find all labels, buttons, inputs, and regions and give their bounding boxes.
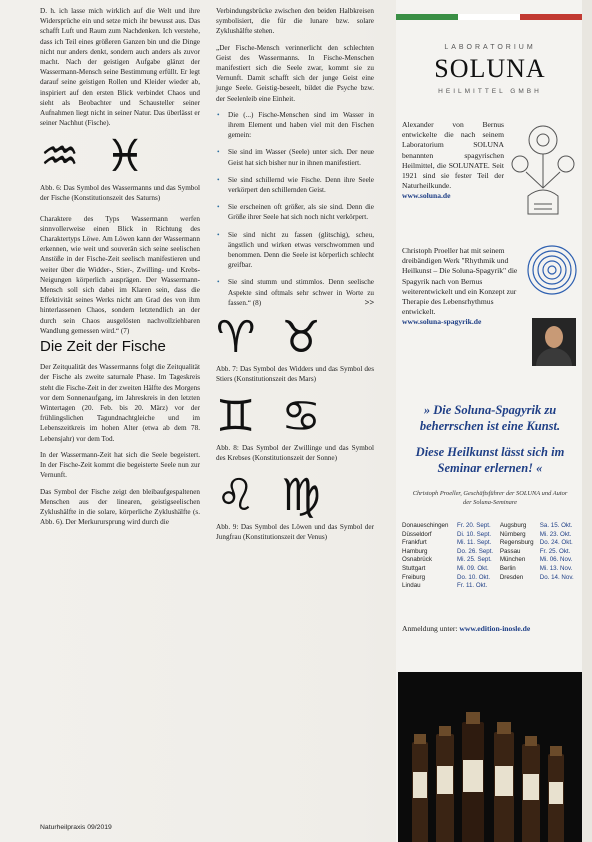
date: Di. 10. Sept. [457,530,492,538]
bottle-cap [550,746,562,756]
soluna-link[interactable]: www.soluna.de [402,191,451,201]
col1-para2: Charaktere des Typs Wassermann werfen sinnvollerweise einen Blick in Richtung des Charaktertyps Löwe. Am Löwen kann der Wassermann erkennen, wie weit und souverän sich seine seelischen Anstöße in der Fische-Zeit seelisch manifestieren und weiter über die Widder-, Stier-, Zwilling- und Krebs-Neigungen körperlich ausprägen. Der Wassermann-Mensch soll sich dabei im Klaren sein, dass die Effektivität seines Werks nicht am Grad des von ihm hinterlassenen Chaos, sondern letztendlich an der durch sein Chaos ausgelösten nachvollziehbaren Wandlung gemessen wird.“ (7) [40,214,200,335]
city: München [499,556,526,564]
trait-list [216,110,374,308]
alchemical-emblem-icon [506,118,580,222]
flag-stripe [396,14,582,20]
seminar-dates [402,522,580,591]
section-heading: Die Zeit der Fische [40,338,166,356]
col2-intro: Verbindungsbrücke zwischen den beiden Halbkreisen symbolisiert, die für die lunare bzw. solare Zyklushälfte stehen. [216,7,374,36]
col2-quote: „Der Fische-Mensch verinnerlicht den schlechten Geist des Wassermanns. In Fische-Menschen manifestiert sich die Seele zwar, kommt sie zu Vernunft. Damit schafft sich der junge Geist eine junge Seele. Geistig-beseelt, bildet die Psyche bzw. der Seelenleib eine Einheit. [216,43,374,103]
table-row [402,548,580,557]
table-row [402,574,580,583]
city: Osnabrück [402,556,432,564]
bottle-label [437,766,453,794]
product-photo [398,672,582,842]
bottle-label [463,760,483,792]
slogan-seminar: Diese Heilkunst lässt sich im Seminar erlernen! « [415,445,565,475]
date: Mi. 23. Okt. [539,530,572,538]
registration-label: Anmeldung unter: [402,624,458,633]
bottle-cap [497,722,511,734]
bottle-label [523,774,539,800]
soluna-spagyrik-link[interactable]: www.soluna-spagyrik.de [402,317,482,327]
date: Do. 10. Okt. [457,573,491,581]
gemini-cancer-symbols: ♊ ♋ [216,394,327,443]
city: Lindau [402,582,421,590]
city: Hamburg [402,547,428,555]
table-row [402,556,580,565]
bottle-label [549,782,563,804]
city: Freiburg [402,573,426,581]
list-item-text: Sie sind stumm und stimmlos. Denn seelische Aspekte sind oftmals sehr schwer in Worte zu fassen.“ (8) [228,278,374,307]
city: Stuttgart [402,564,426,572]
list-item: • Sie sind schillernd wie Fische. Denn ihre Seele verkörpert den schillernden Geist. [216,175,374,195]
table-row [402,582,580,591]
col1-para4: In der Wassermann-Zeit hat sich die Seele begeistert. In der Fische-Zeit kommt die begeisterte Seele nun zur Vernunft. [40,450,200,480]
middle-column [216,6,374,549]
col1-para3: Der Zeitqualität des Wassermanns folgt die Zeitqualität der Fische als zweite saturnale Phase. Im Tageskreis steht die Fische-Zeit in der zweiten Hälfte des Morgens vor dem Sonnenaufgang, im Jahreskreis in den letzten Wintertagen (20. Feb. bis 20. März) vor der frühlingslichen Tagundnachtgleiche und im Lebenszeitkreis im hohen Alter (etwa ab dem 78. Lebensjahr) vor dem Tod. [40,363,200,443]
list-item: • Die (...) Fische-Menschen sind im Wasser in ihrem Element und haben viel mit den Fischen gemein: [216,110,374,141]
figure-7-caption: Abb. 7: Das Symbol des Widders und das Symbol des Stiers (Konstitutionszeit des Mars) [216,365,374,383]
flag-green [396,14,458,20]
list-item: • Sie sind im Wasser (Seele) unter sich. Der neue Geist hat sich bisher nur in ihnen manifestiert. [216,147,374,167]
seminar-seal-icon [526,244,578,296]
date: Mi. 13. Nov. [539,564,573,572]
city: Frankfurt [402,539,427,547]
city: Dresden [499,573,524,581]
bottle-cap [439,726,451,736]
date [540,582,580,591]
page-footer: Naturheilpraxis 09/2019 [40,824,112,831]
date: Sa. 15. Okt. [539,522,573,529]
bottle-label [413,772,427,798]
aries-taurus-symbols: ♈ ♉ [216,315,327,364]
date: Do. 26. Sept. [457,547,494,555]
registration [402,624,580,633]
city: Augsburg [499,522,527,529]
date: Fr. 11. Okt. [457,582,488,590]
bottle-label [495,766,513,796]
table-row [402,565,580,574]
date: Mi. 25. Sept. [457,556,492,564]
date: Mi. 09. Okt. [457,564,489,572]
list-item [216,277,374,308]
city: Passau [499,547,521,555]
flag-red [520,14,582,20]
slogan-art: » Die Soluna-Spagyrik zu beherrschen ist eine Kunst. [419,403,561,433]
bottle-cap [414,734,426,744]
aquarius-pisces-symbols: ♒ ♓ [40,134,151,183]
continue-mark: >> [364,297,374,307]
ad-text-proeller [402,246,524,328]
city: Donaueschingen [402,522,449,529]
portrait-face [545,326,563,348]
col1-intro: D. h. ich lasse mich wirklich auf die Welt und ihre Widersprüche ein und setze mich ihr bewusst aus. Das schafft Luft und Raum zum Nachdenken. Ich verstehe, dass ich Teil eines größeren Ganzen bin und die Dinge nicht nur anders denkt, sondern auch anders als zuvor macht. Nach der geistigen Aufgabe glänzt der Wassermann-Mensch seine Bestimmung erfüllt. Er legt darauf seine geistigen Rollen und Kleider wieder ab, inspiriert auf den ersten Blick verbindet Chaos und sieht als Beobachter und Schausteller seiner Aufnahmen liegt nicht in seiner Natur. Das überlässt er seiner Nachhut (Fische). [40,7,200,128]
table-row [402,522,580,531]
portrait-shoulders [536,348,572,366]
date: Fr. 20. Sept. [457,522,491,529]
left-column [40,6,200,533]
figure-9-caption: Abb. 9: Das Symbol des Löwen und das Symbol der Jungfrau (Konstitutionszeit der Venus) [216,523,374,542]
logo-top-text: LABORATORIUM [444,44,536,51]
list-item: • Sie sind nicht zu fassen (glitschig), scheu, ängstlich und wirken etwas verschwommen und benommen. Denn die Seele ist körperlich schlecht greifbar. [216,230,374,271]
city [500,582,540,591]
bottle-cap [525,736,537,746]
bottle-cap [466,712,480,724]
ad-text-bernus [402,120,504,202]
figure-8-caption: Abb. 8: Das Symbol der Zwillinge und das Symbol des Krebses (Konstitutionszeit der Sonne) [216,444,374,462]
table-row [402,531,580,540]
figure-6-caption: Abb. 6: Das Symbol des Wassermanns und das Symbol der Fische (Konstitutionszeit des Saturns) [40,184,200,203]
table-row [402,539,580,548]
ad-text-2: Christoph Proeller hat mit seinem dreibändigen Werk "Rhythmik und Heilkunst – Die Soluna-Spagyrik" die Spagyrik nach von Bernus weiterentwickelt und ein Konzept zur Therapie des Lebensrhythmus entwickelt. [402,246,518,317]
date: Do. 14. Nov. [539,573,574,581]
leo-virgo-symbols: ♌ ♍ [216,473,327,522]
city: Düsseldorf [402,530,432,538]
date: Mi. 11. Sept. [457,539,492,547]
logo-sub-text: HEILMITTEL GMBH [438,88,542,95]
registration-link[interactable]: www.edition-inosle.de [459,624,531,633]
col1-para5: Das Symbol der Fische zeigt den bleibaufgespaltenen Menschen aus der linearen, geistigseelischen Zyklushälfte in die solare, körperliche Zyklushälfte (s. Abb. 6). Der Merkurursprung wird durch die [40,487,200,527]
ad-text-1: Alexander von Bernus entwickelte die nach seinem Laboratorium SOLUNA benannten spagyrischen Heilmittel, die SOLUNATE. Seit 1921 sind sie fester Teil der Naturheilkunde. [402,120,504,191]
city: Regensburg [499,539,534,547]
flag-white [458,14,520,20]
date: Do. 24. Okt. [539,539,573,547]
city: Nürnberg [499,530,526,538]
soluna-logo: SOLUNA [434,54,546,83]
city: Berlin [499,564,516,572]
date: Fr. 25. Okt. [539,547,571,555]
author-portrait [532,318,576,366]
date: Mi. 06. Nov. [539,556,573,564]
dates-table [402,522,580,591]
author-credit: Christoph Proeller, Geschäftsführer der SOLUNA und Autor der Soluna-Seminare [412,490,568,506]
list-item: • Sie erscheinen oft größer, als sie sind. Denn die Größe ihrer Seele hat sich noch nicht verkörpert. [216,202,374,222]
